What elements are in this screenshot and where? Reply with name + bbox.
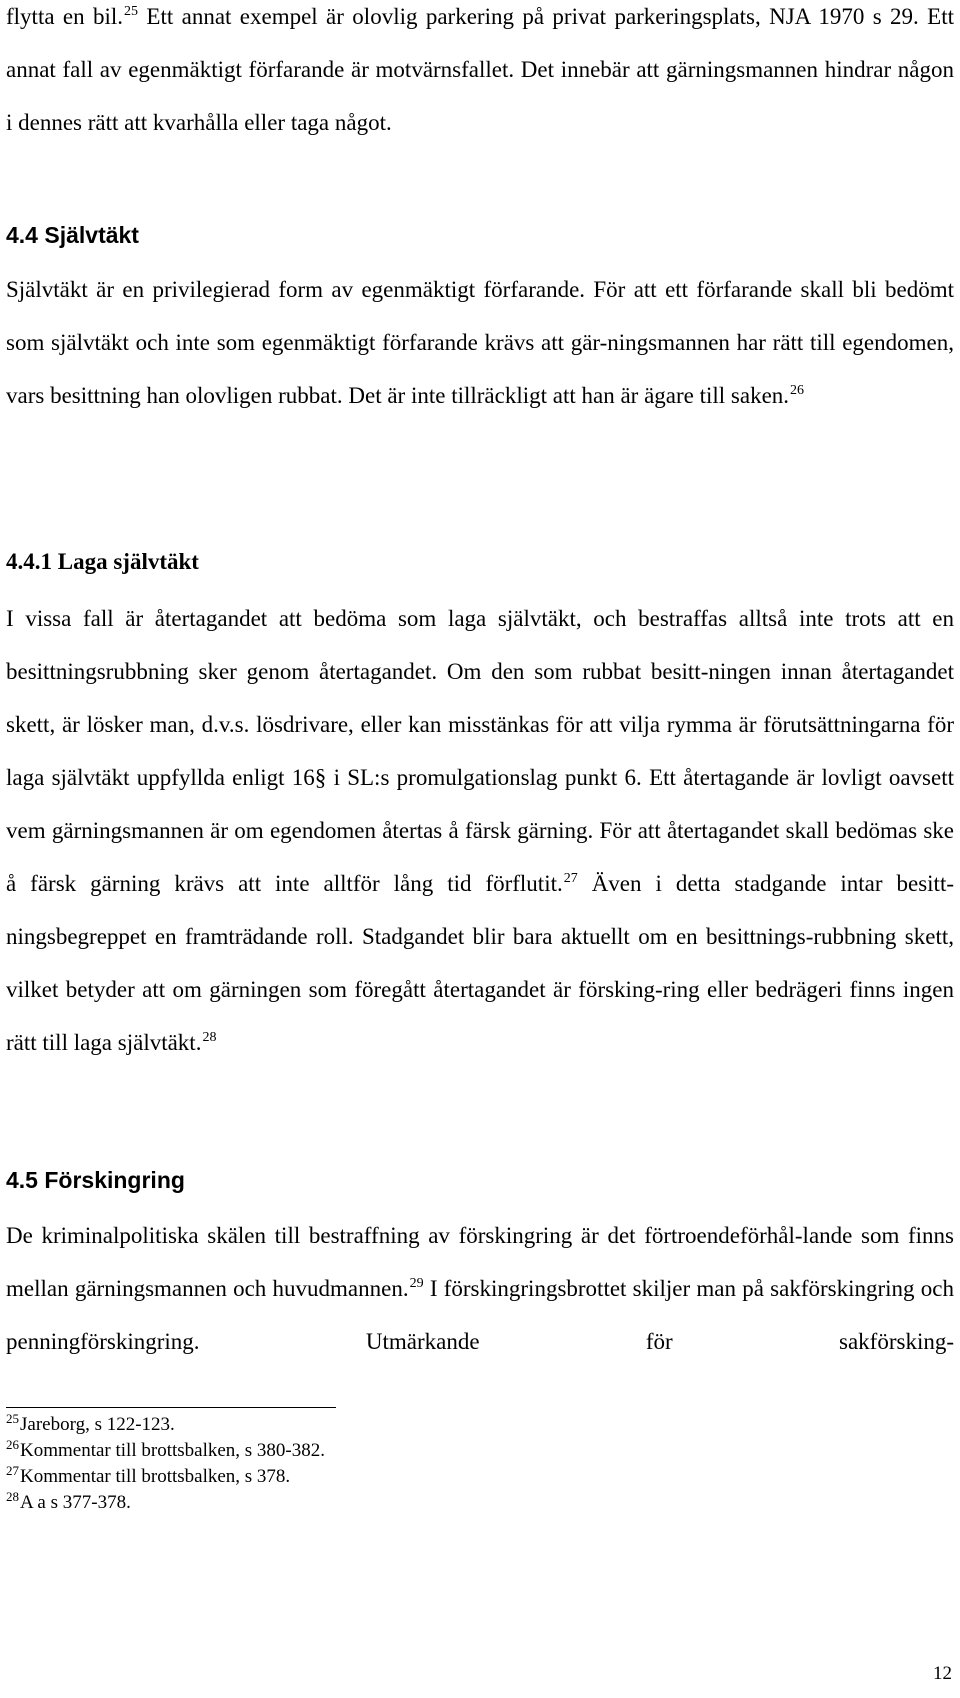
footnote-item: $^{26}$Kommentar till brottsbalken, s 380-382.	[6, 1436, 326, 1461]
footnote-ref-25: 25	[124, 4, 139, 20]
paragraph-4-4-1: I vissa fall är återtagandet att bedöma som laga självtäkt, och bestraffas alltså inte trots att en besittningsrubbning sker genom återtagandet. Om den som rubbat besitt-ningen innan återtagandet skett, är lösker man, d.v.s. lösdrivare, eller kan misstänkas för att vilja rymma är förutsättningarna för laga självtäkt uppfyllda enligt 16§ i SL:s promulgationslag punkt 6. Ett återtagande är lovligt oavsett vem gärningsmannen är om egendomen återtas å färsk gärning. För att återtagandet skall bedömas ske å färsk gärning krävs att inte alltför lång tid förflutit.$^{27}$ Även i detta stadgande intar besitt-ningsbegreppet en framträdande roll. Stadgandet blir bara aktuellt om en besittnings-rubbning skett, vilket betyder att om gärningen som föregått återtagandet är försking-ring eller bedrägeri finns ingen rätt till laga självtäkt.$^{28}$	[6, 606, 954, 1055]
heading-4-4-1: 4.4.1 Laga självtäkt	[6, 549, 199, 574]
footnote-ref-26: 26	[790, 383, 805, 399]
footnote-ref-29: 29	[409, 1276, 424, 1292]
footnote-item: $^{28}$A a s 377-378.	[6, 1488, 131, 1513]
intro-paragraph: flytta en bil.$^{25}$ Ett annat exempel är olovlig parkering på privat parkeringsplats, NJA 1970 s 29. Ett annat fall av egenmäktigt förfarande är motvärnsfallet. Det innebär att gärningsmannen hindrar någon i dennes rätt att kvarhålla eller taga något.	[6, 4, 954, 135]
footnote-list	[6, 1412, 325, 1516]
footnote-separator	[6, 1407, 336, 1408]
footnote-item: $^{25}$Jareborg, s 122-123.	[6, 1410, 175, 1435]
page-number: 12	[933, 1663, 952, 1684]
footnote-item: $^{27}$Kommentar till brottsbalken, s 378.	[6, 1462, 291, 1487]
heading-4-4: 4.4 Självtäkt	[6, 222, 139, 248]
footnote-ref-28: 28	[202, 1030, 217, 1046]
paragraph-4-4: Självtäkt är en privilegierad form av egenmäktigt förfarande. För att ett förfarande skall bli bedömt som självtäkt och inte som egenmäktigt förfarande krävs att gär-ningsmannen har rätt till egendomen, vars besittning han olovligen rubbat. Det är inte tillräckligt att han är ägare till saken.$^{26}$	[6, 277, 954, 408]
heading-4-5: 4.5 Förskingring	[6, 1167, 185, 1193]
paragraph-4-5: De kriminalpolitiska skälen till bestraffning av förskingring är det förtroendeförhål-lande som finns mellan gärningsmannen och huvudmannen.$^{29}$ I förskingringsbrottet skiljer man på sakförskingring och penningförskingring. Utmärkande för sakförsking-	[6, 1223, 954, 1354]
footnote-ref-27: 27	[563, 871, 578, 887]
